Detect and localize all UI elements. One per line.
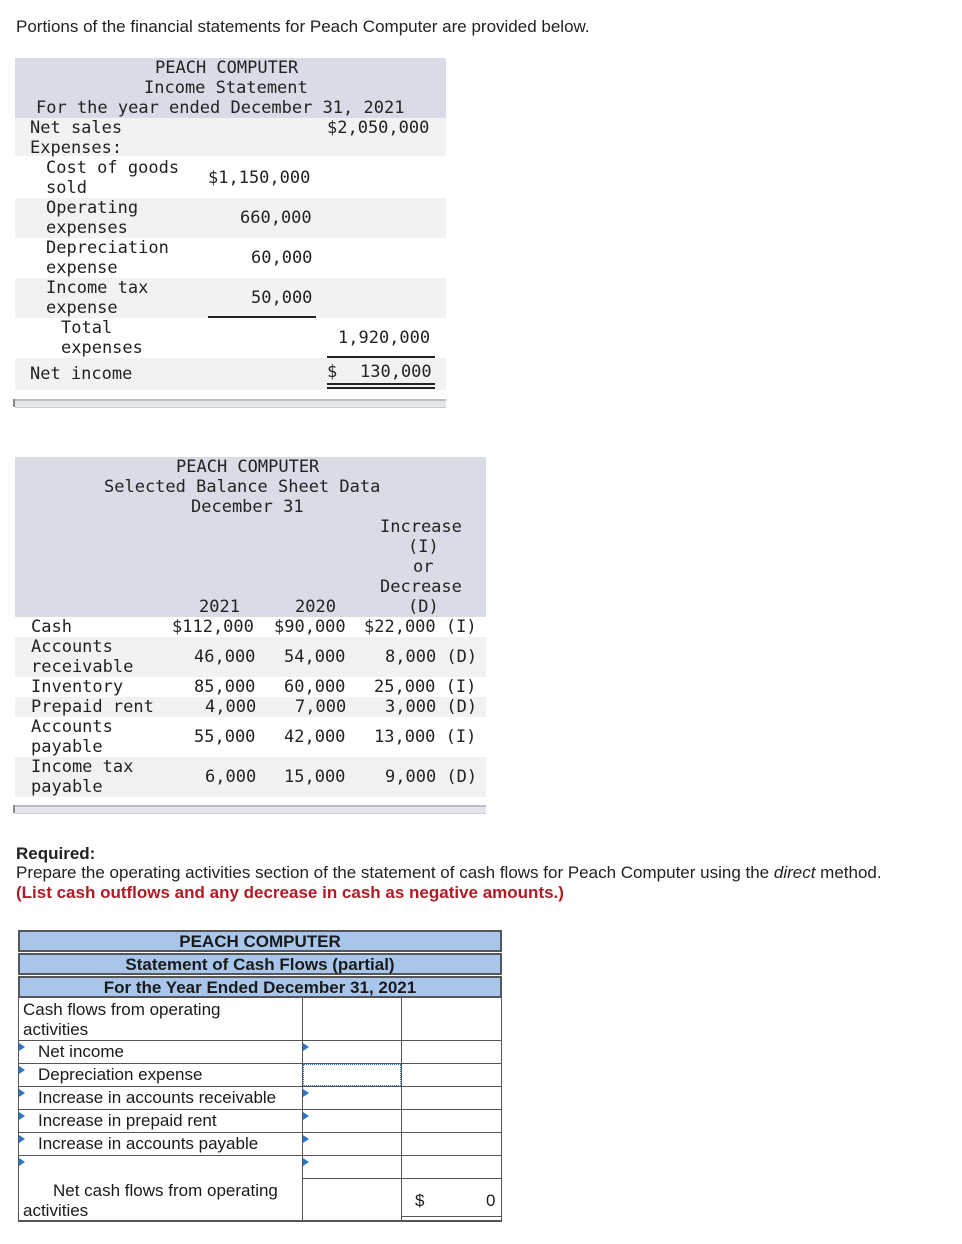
is-expenses-label: Expenses: xyxy=(30,138,123,158)
is-total-label: Total xyxy=(61,318,113,338)
bs-row-change: 8,000 (D) xyxy=(385,647,478,667)
is-title: Income Statement xyxy=(144,78,308,98)
double-rule xyxy=(327,387,435,389)
bs-col-change: Increase xyxy=(380,517,462,537)
row-marker-icon xyxy=(19,1112,25,1120)
bs-row-2020: 60,000 xyxy=(284,677,346,697)
is-total-label: expenses xyxy=(61,338,143,358)
bs-row-2021: 46,000 xyxy=(194,647,256,667)
cf-item-label[interactable]: Increase in accounts payable xyxy=(38,1134,259,1153)
bs-row-2021: 4,000 xyxy=(205,697,257,717)
row-marker-icon xyxy=(19,1135,25,1143)
is-item-value: 60,000 xyxy=(251,248,313,268)
is-item-label: expenses xyxy=(46,218,128,238)
required-note: (List cash outflows and any decrease in cash as negative amounts.) xyxy=(16,883,564,902)
is-net-income-value: 130,000 xyxy=(360,362,432,382)
cf-section-label: Cash flows from operating xyxy=(23,1000,221,1019)
bs-row-2020: 54,000 xyxy=(284,647,346,667)
bs-col-change: (I) xyxy=(408,537,439,557)
bs-col-change: Decrease xyxy=(380,577,462,597)
bs-row-2020: 7,000 xyxy=(295,697,347,717)
cf-item-label[interactable]: Increase in prepaid rent xyxy=(38,1111,217,1130)
required-text: Prepare the operating activities section of the statement of cash flows for Peach Computer using the direct method. xyxy=(16,863,882,882)
cell-marker-icon xyxy=(303,1112,309,1120)
cf-net-value: 0 xyxy=(486,1191,496,1210)
cf-net-label: Net cash flows from operating xyxy=(53,1181,278,1200)
bs-col-change: (D) xyxy=(408,597,439,617)
is-item-label: expense xyxy=(46,258,118,278)
bs-row-label: payable xyxy=(31,777,103,797)
is-item-label: expense xyxy=(46,298,118,318)
is-item-value: 50,000 xyxy=(251,288,313,308)
bs-title: Selected Balance Sheet Data xyxy=(104,477,381,497)
double-rule xyxy=(327,383,435,385)
cell-marker-icon xyxy=(303,1089,309,1097)
bs-date: December 31 xyxy=(191,497,304,517)
is-net-sales-label: Net sales xyxy=(30,118,123,138)
cf-item-label[interactable]: Increase in accounts receivable xyxy=(38,1088,277,1107)
is-total-value: 1,920,000 xyxy=(338,328,431,348)
is-net-income-dollar: $ xyxy=(327,362,338,382)
subtotal-rule xyxy=(208,316,316,318)
cf-item-label[interactable]: Depreciation expense xyxy=(38,1065,203,1084)
bs-col-change: or xyxy=(413,557,434,577)
cf-period: For the Year Ended December 31, 2021 xyxy=(18,976,502,998)
horizontal-scrollbar[interactable] xyxy=(15,399,446,408)
cf-section-label: activities xyxy=(23,1020,89,1039)
row-marker-icon xyxy=(19,1043,25,1051)
bs-row-change: 25,000 (I) xyxy=(374,677,477,697)
is-item-label: Operating xyxy=(46,198,139,218)
bs-row-2021: 6,000 xyxy=(205,767,257,787)
is-net-sales-value: $2,050,000 xyxy=(327,118,430,138)
row-marker-icon xyxy=(19,1158,25,1166)
is-item-label: Cost of goods xyxy=(46,158,180,178)
bs-col-2021: 2021 xyxy=(199,597,240,617)
intro-text: Portions of the financial statements for Peach Computer are provided below. xyxy=(16,17,590,36)
row-marker-icon xyxy=(19,1066,25,1074)
required-heading: Required: xyxy=(16,844,96,863)
bs-row-2021: 85,000 xyxy=(194,677,256,697)
bs-row-label: Income tax xyxy=(31,757,134,777)
bs-row-label: Accounts xyxy=(31,637,113,657)
bs-row-2021: $112,000 xyxy=(172,617,254,637)
is-period: For the year ended December 31, 2021 xyxy=(36,98,405,118)
horizontal-scrollbar[interactable] xyxy=(15,805,486,814)
cf-net-dollar: $ xyxy=(415,1191,425,1210)
bs-row-label: payable xyxy=(31,737,103,757)
bs-row-label: receivable xyxy=(31,657,134,677)
bs-row-2020: 15,000 xyxy=(284,767,346,787)
cell-marker-icon xyxy=(303,1043,309,1051)
bs-row-change: 3,000 (D) xyxy=(385,697,478,717)
bs-row-label: Inventory xyxy=(31,677,124,697)
is-item-label: Income tax xyxy=(46,278,149,298)
bs-row-change: 13,000 (I) xyxy=(374,727,477,747)
cf-title: Statement of Cash Flows (partial) xyxy=(18,953,502,975)
bs-row-label: Cash xyxy=(31,617,72,637)
is-item-label: sold xyxy=(46,178,87,198)
bs-row-2020: 42,000 xyxy=(284,727,346,747)
cf-company: PEACH COMPUTER xyxy=(18,930,502,952)
is-item-value: $1,150,000 xyxy=(208,168,311,188)
bs-col-2020: 2020 xyxy=(295,597,336,617)
amount-input[interactable] xyxy=(303,1064,401,1086)
bs-row-label: Prepaid rent xyxy=(31,697,154,717)
cell-marker-icon xyxy=(303,1135,309,1143)
bs-row-2021: 55,000 xyxy=(194,727,256,747)
total-rule xyxy=(327,356,435,358)
is-item-label: Depreciation xyxy=(46,238,169,258)
cf-net-label: activities xyxy=(23,1201,89,1220)
bs-row-change: $22,000 (I) xyxy=(364,617,477,637)
bs-row-change: 9,000 (D) xyxy=(385,767,478,787)
bs-row-2020: $90,000 xyxy=(274,617,346,637)
bs-company: PEACH COMPUTER xyxy=(176,457,320,477)
cf-item-label[interactable]: Net income xyxy=(38,1042,124,1061)
row-marker-icon xyxy=(19,1089,25,1097)
cell-marker-icon xyxy=(303,1158,309,1166)
is-net-income-label: Net income xyxy=(30,364,133,384)
is-company: PEACH COMPUTER xyxy=(155,58,299,78)
is-item-value: 660,000 xyxy=(240,208,312,228)
bs-row-label: Accounts xyxy=(31,717,113,737)
